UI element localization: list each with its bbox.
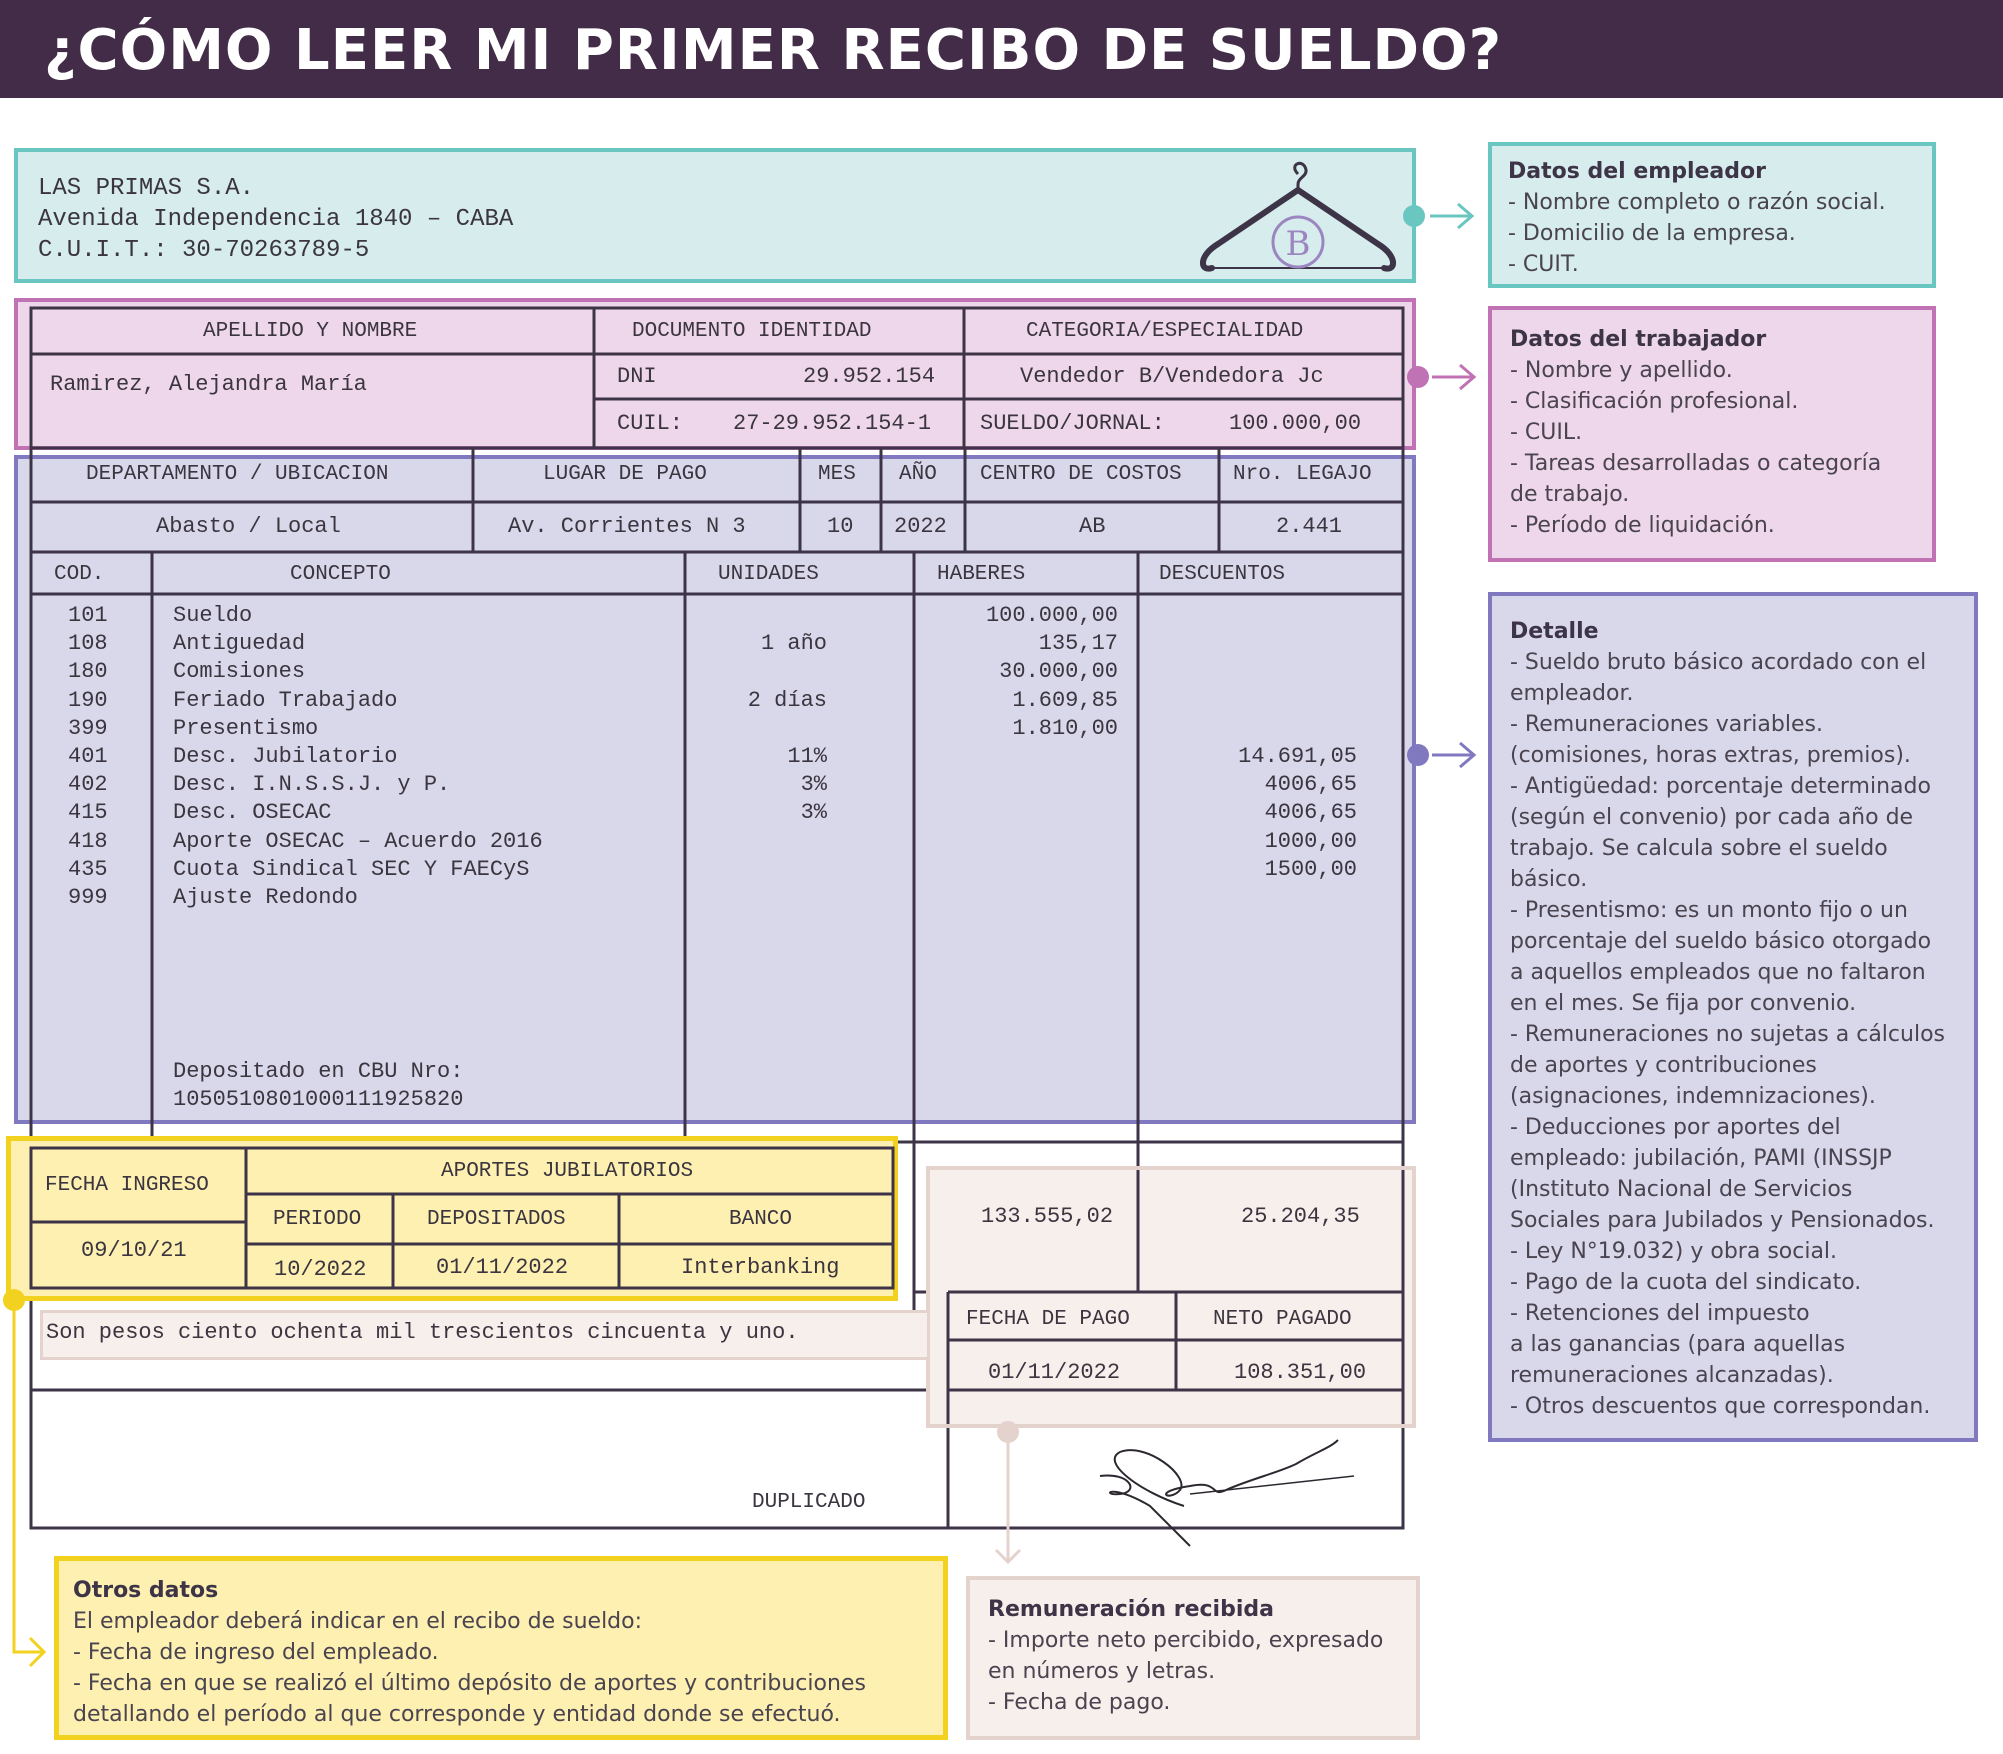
pay-date-value: 01/11/2022 xyxy=(988,1360,1121,1385)
item-concept: Aporte OSECAC – Acuerdo 2016 xyxy=(173,828,543,854)
item-concept: Feriado Trabajado xyxy=(173,687,398,713)
item-earnings: 1.810,00 xyxy=(1012,715,1118,741)
cuil-value: 27-29.952.154-1 xyxy=(733,411,932,436)
header-pension-contributions: APORTES JUBILATORIOS xyxy=(441,1160,694,1183)
employer-name: LAS PRIMAS S.A. xyxy=(38,175,255,202)
callout-worker-line: de trabajo. xyxy=(1510,482,1630,507)
item-earnings: 135,17 xyxy=(1038,631,1118,657)
item-earnings: 1.609,85 xyxy=(1012,687,1118,713)
callout-detail-line: - Sueldo bruto básico acordado con el xyxy=(1510,650,1927,675)
callout-employer xyxy=(1488,142,1936,288)
item-deductions: 4006,65 xyxy=(1264,800,1357,826)
callout-worker xyxy=(1488,306,1936,562)
callout-detail-line: a aquellos empleados que no faltaron xyxy=(1510,960,1926,985)
callout-remuneration-title: Remuneración recibida xyxy=(988,1597,1274,1622)
callout-detail-lines xyxy=(1510,647,1956,1422)
period-value: 10/2022 xyxy=(274,1257,367,1282)
department-value: Abasto / Local xyxy=(156,514,341,539)
bank-value: Interbanking xyxy=(681,1255,840,1280)
item-concept: Sueldo xyxy=(173,603,253,628)
callout-remuneration xyxy=(966,1576,1420,1740)
callout-worker-line: - Clasificación profesional. xyxy=(1510,389,1799,414)
item-concept: Cuota Sindical SEC Y FAECyS xyxy=(173,856,530,882)
callout-other-data xyxy=(54,1556,948,1740)
item-code: 415 xyxy=(68,800,108,826)
deposited-value: 01/11/2022 xyxy=(436,1255,569,1280)
item-deductions: 1500,00 xyxy=(1264,856,1357,882)
item-code: 418 xyxy=(68,828,108,854)
callout-detail-line: porcentaje del sueldo básico otorgado xyxy=(1510,929,1932,954)
callout-worker-line: - CUIL. xyxy=(1510,420,1583,445)
callout-detail-line: empleador. xyxy=(1510,681,1634,706)
header-pay-date: FECHA DE PAGO xyxy=(966,1308,1130,1331)
worker-name: Ramirez, Alejandra María xyxy=(50,372,367,397)
callout-remuneration-line: - Importe neto percibido, expresado xyxy=(988,1628,1384,1653)
header-year: AÑO xyxy=(899,463,937,486)
category-value: Vendedor B/Vendedora Jc xyxy=(1020,364,1324,389)
item-code: 190 xyxy=(68,687,108,713)
employer-address: Avenida Independencia 1840 – CABA xyxy=(38,206,514,233)
header-month: MES xyxy=(818,463,856,486)
item-units: 1 año xyxy=(760,631,827,657)
callout-worker-line: - Período de liquidación. xyxy=(1510,513,1775,538)
callout-worker-line: - Tareas desarrolladas o categoría xyxy=(1510,451,1882,476)
callout-other-line: detallando el período al que corresponde y entidad donde se efectuó. xyxy=(73,1702,841,1727)
cost-center-value: AB xyxy=(1079,514,1106,539)
header-department: DEPARTAMENTO / UBICACION xyxy=(86,463,389,486)
total-deductions: 25.204,35 xyxy=(1241,1204,1360,1229)
callout-detail-line: trabajo. Se calcula sobre el sueldo xyxy=(1510,836,1888,861)
deposit-label: Depositado en CBU Nro: xyxy=(173,1059,464,1084)
logo-letter: B xyxy=(1285,224,1311,264)
item-concept: Presentismo xyxy=(173,715,319,741)
callout-detail-line: - Ley N°19.032) y obra social. xyxy=(1510,1239,1838,1264)
cuil-label: CUIL: xyxy=(617,411,684,436)
callout-worker-title: Datos del trabajador xyxy=(1510,327,1767,352)
callout-detail-line: empleado: jubilación, PAMI (INSSJP xyxy=(1510,1146,1892,1171)
salary-value: 100.000,00 xyxy=(1229,411,1362,436)
item-code: 401 xyxy=(68,744,108,769)
callout-employer-line: - Nombre completo o razón social. xyxy=(1508,190,1886,215)
item-concept: Desc. Jubilatorio xyxy=(173,744,398,769)
item-code: 180 xyxy=(68,659,108,685)
header-name: APELLIDO Y NOMBRE xyxy=(203,320,418,343)
dni-value: 29.952.154 xyxy=(803,364,936,389)
item-code: 399 xyxy=(68,715,108,741)
callout-detail-line: (asignaciones, indemnizaciones). xyxy=(1510,1084,1876,1109)
callout-other-line: - Fecha en que se realizó el último depósito de aportes y contribuciones xyxy=(73,1671,866,1696)
item-concept: Ajuste Redondo xyxy=(173,885,358,910)
header-bank: BANCO xyxy=(729,1208,793,1231)
callout-detail-line: - Presentismo: es un monto fijo o un xyxy=(1510,898,1908,923)
header-category: CATEGORIA/ESPECIALIDAD xyxy=(1026,320,1304,343)
header-deductions: DESCUENTOS xyxy=(1159,563,1286,586)
item-earnings: 100.000,00 xyxy=(985,603,1118,628)
header-entry-date: FECHA INGRESO xyxy=(45,1174,209,1197)
callout-detail-line: - Antigüedad: porcentaje determinado xyxy=(1510,774,1931,799)
header-cost-center: CENTRO DE COSTOS xyxy=(980,463,1182,486)
callout-detail-line: en el mes. Se fija por convenio. xyxy=(1510,991,1857,1016)
deposit-cbu: 1050510801000111925820 xyxy=(173,1087,464,1112)
dni-label: DNI xyxy=(617,364,657,389)
salary-label: SUELDO/JORNAL: xyxy=(980,411,1165,436)
callout-employer-line: - Domicilio de la empresa. xyxy=(1508,221,1796,246)
header-units: UNIDADES xyxy=(718,563,819,586)
amount-in-words: Son pesos ciento ochenta mil trescientos cincuenta y uno. xyxy=(46,1320,799,1345)
item-units: 2 días xyxy=(747,687,827,713)
callout-detail-line: remuneraciones alcanzadas). xyxy=(1510,1363,1834,1388)
callout-detail-line: básico. xyxy=(1510,867,1588,892)
callout-employer-title: Datos del empleador xyxy=(1508,159,1766,184)
item-earnings: 30.000,00 xyxy=(999,659,1118,685)
item-units: 3% xyxy=(800,800,827,826)
item-units: 3% xyxy=(800,772,827,798)
item-deductions: 14.691,05 xyxy=(1238,744,1357,769)
net-paid-value: 108.351,00 xyxy=(1234,1360,1367,1385)
callout-detail xyxy=(1488,592,1978,1442)
callout-remuneration-line: en números y letras. xyxy=(988,1659,1216,1684)
callout-detail-line: - Deducciones por aportes del xyxy=(1510,1115,1841,1140)
total-earnings: 133.555,02 xyxy=(981,1204,1114,1229)
header-earnings: HABERES xyxy=(937,563,1026,586)
item-concept: Antiguedad xyxy=(173,631,306,657)
header-pay-place: LUGAR DE PAGO xyxy=(543,463,707,486)
callout-detail-title: Detalle xyxy=(1510,619,1599,644)
pay-place-value: Av. Corrientes N 3 xyxy=(508,514,746,539)
header-code: COD. xyxy=(54,563,105,586)
callout-remuneration-line: - Fecha de pago. xyxy=(988,1690,1171,1715)
header-concept: CONCEPTO xyxy=(290,563,391,586)
header-deposited: DEPOSITADOS xyxy=(427,1208,566,1231)
callout-detail-line: de aportes y contribuciones xyxy=(1510,1053,1817,1078)
callout-other-line: - Fecha de ingreso del empleado. xyxy=(73,1640,439,1665)
callout-detail-line: - Otros descuentos que correspondan. xyxy=(1510,1394,1931,1419)
callout-detail-line: (comisiones, horas extras, premios). xyxy=(1510,743,1911,768)
callout-other-title: Otros datos xyxy=(73,1578,219,1603)
callout-detail-line: (según el convenio) por cada año de xyxy=(1510,805,1914,830)
year-value: 2022 xyxy=(894,514,947,539)
callout-employer-line: - CUIT. xyxy=(1508,252,1579,277)
callout-detail-line: - Remuneraciones no sujetas a cálculos xyxy=(1510,1022,1945,1047)
page-title: ¿CÓMO LEER MI PRIMER RECIBO DE SUELDO? xyxy=(44,18,1503,83)
item-deductions: 4006,65 xyxy=(1264,772,1357,798)
item-concept: Desc. I.N.S.S.J. y P. xyxy=(173,772,451,798)
item-code: 999 xyxy=(68,885,108,910)
item-deductions: 1000,00 xyxy=(1264,828,1357,854)
item-units: 11% xyxy=(787,744,827,769)
callout-detail-line: (Instituto Nacional de Servicios xyxy=(1510,1177,1853,1202)
item-code: 435 xyxy=(68,856,108,882)
item-concept: Desc. OSECAC xyxy=(173,800,332,826)
item-code: 108 xyxy=(68,631,108,657)
callout-detail-line: Sociales para Jubilados y Pensionados. xyxy=(1510,1208,1935,1233)
item-concept: Comisiones xyxy=(173,659,306,685)
callout-detail-line: - Retenciones del impuesto xyxy=(1510,1301,1810,1326)
callout-worker-line: - Nombre y apellido. xyxy=(1510,358,1733,383)
callout-detail-line: - Remuneraciones variables. xyxy=(1510,712,1823,737)
month-value: 10 xyxy=(827,514,854,539)
employer-cuit: C.U.I.T.: 30-70263789-5 xyxy=(38,237,370,264)
item-code: 402 xyxy=(68,772,108,798)
header-file-number: Nro. LEGAJO xyxy=(1233,463,1372,486)
header-period: PERIODO xyxy=(273,1208,362,1231)
item-code: 101 xyxy=(68,603,108,628)
file-number-value: 2.441 xyxy=(1276,514,1343,539)
entry-date-value: 09/10/21 xyxy=(81,1238,187,1263)
header-document: DOCUMENTO IDENTIDAD xyxy=(632,320,872,343)
header-net-paid: NETO PAGADO xyxy=(1213,1308,1352,1331)
callout-other-line: El empleador deberá indicar en el recibo de sueldo: xyxy=(73,1609,643,1634)
callout-detail-line: - Pago de la cuota del sindicato. xyxy=(1510,1270,1862,1295)
duplicate-label: DUPLICADO xyxy=(752,1491,866,1514)
callout-detail-line: a las ganancias (para aquellas xyxy=(1510,1332,1846,1357)
